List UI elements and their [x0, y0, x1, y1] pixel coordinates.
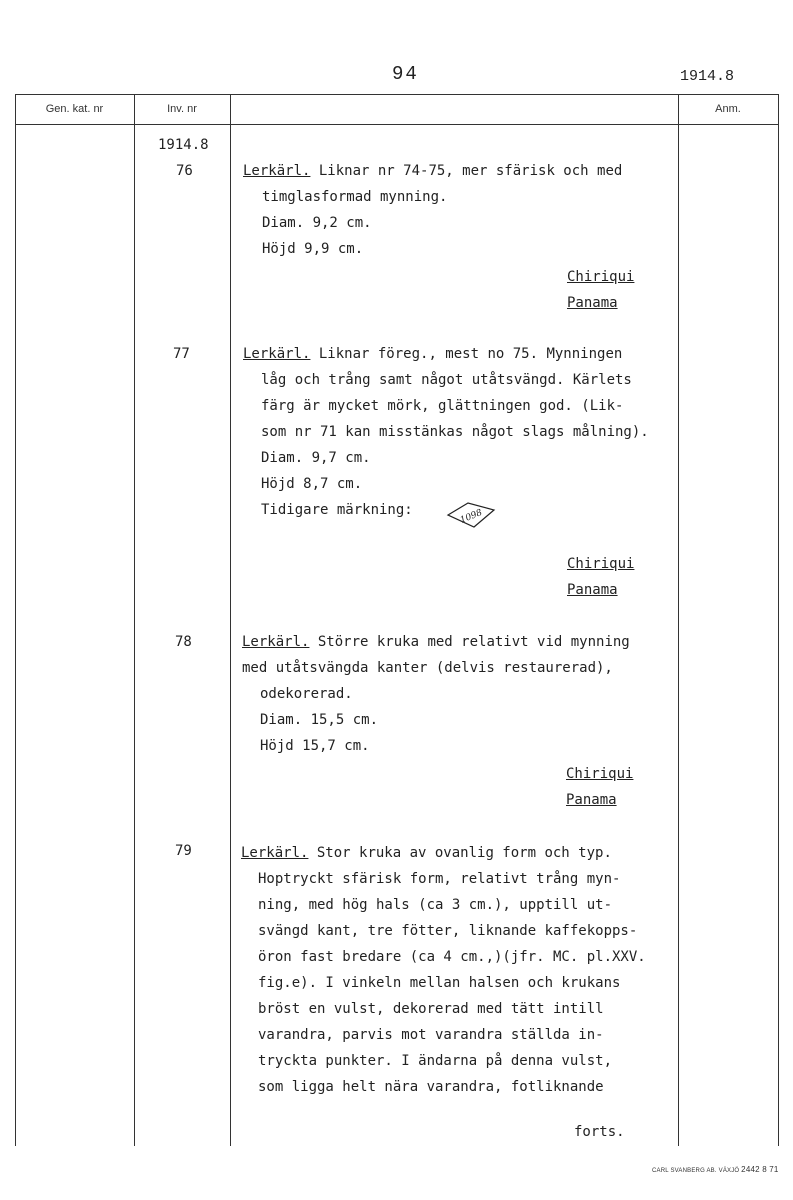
table-top-rule: [15, 94, 779, 95]
column-divider-text-anm: [678, 94, 679, 1146]
entry-line: bröst en vulst, dekorerad med tätt intill: [258, 1001, 604, 1017]
entry-line: svängd kant, tre fötter, liknande kaffekopps-: [258, 923, 638, 939]
column-header-gen-kat-nr: Gen. kat. nr: [45, 103, 104, 115]
entry-line: öron fast bredare (ca 4 cm.,)(jfr. MC. pl.XXV.: [258, 949, 646, 965]
entry-line: fig.e). I vinkeln mellan halsen och krukans: [258, 975, 621, 991]
entry-line: Hoptryckt sfärisk form, relativt trång myn-: [258, 871, 621, 887]
entry-line: Höjd 9,9 cm.: [262, 241, 364, 257]
entry-line: Höjd 8,7 cm.: [261, 476, 363, 492]
table-right-border: [778, 94, 779, 1146]
entry-line: timglasformad mynning.: [262, 189, 448, 205]
entry-line: Tidigare märkning:: [261, 502, 413, 518]
page-number: 94: [392, 63, 419, 85]
printer-mark: [652, 1165, 779, 1174]
entry-line: låg och trång samt något utåtsvängd. Kärlets: [261, 372, 632, 388]
entry-title: Lerkärl.: [241, 845, 309, 861]
entry-line: Diam. 9,2 cm.: [262, 215, 372, 231]
entry-title: Lerkärl.: [243, 346, 311, 362]
inv-number: 77: [173, 346, 190, 362]
printer-code: 2442 8 71: [741, 1165, 779, 1174]
entry-line: Diam. 9,7 cm.: [261, 450, 371, 466]
entry-line: som ligga helt nära varandra, fotliknande: [258, 1079, 604, 1095]
entry-line: med utåtsvängda kanter (delvis restaurerad),: [242, 660, 613, 676]
old-mark-stamp: [446, 500, 498, 530]
entry-first-line-text: Liknar nr 74-75, mer sfärisk och med: [310, 163, 623, 179]
entry-first-line-text: Stor kruka av ovanlig form och typ.: [308, 845, 612, 861]
inv-number: 79: [175, 843, 192, 859]
entry-first-line: [242, 634, 630, 650]
column-divider-gen-inv: [134, 94, 135, 1146]
entry-line: färg är mycket mörk, glättningen god. (Lik-: [261, 398, 624, 414]
provenance-country: Panama: [567, 295, 618, 311]
old-mark-number: 1098: [458, 508, 484, 526]
entry-first-line-text: Liknar föreg., mest no 75. Mynningen: [310, 346, 623, 362]
table-left-border: [15, 94, 16, 1146]
printer-name: CARL SVANBERG AB. VÄXJÖ: [652, 1168, 740, 1174]
provenance-country: Panama: [566, 792, 617, 808]
table-header-rule: [15, 124, 779, 125]
page-date: 1914.8: [680, 68, 735, 85]
column-divider-inv-text: [230, 94, 231, 1146]
entry-first-line: [243, 163, 622, 179]
entry-line: odekorerad.: [260, 686, 353, 702]
entry-line: som nr 71 kan misstänkas något slags målning).: [261, 424, 649, 440]
inv-number: 78: [175, 634, 192, 650]
year-label: 1914.8: [158, 137, 209, 153]
entry-first-line: [241, 845, 612, 861]
entry-first-line: [243, 346, 622, 362]
column-header-inv-nr: Inv. nr: [167, 103, 197, 115]
provenance-place: Chiriqui: [567, 269, 635, 285]
provenance-place: Chiriqui: [566, 766, 634, 782]
continued-note: forts.: [574, 1124, 625, 1140]
inv-number: 76: [176, 163, 193, 179]
entry-first-line-text: Större kruka med relativt vid mynning: [309, 634, 630, 650]
provenance-place: Chiriqui: [567, 556, 635, 572]
entry-line: Höjd 15,7 cm.: [260, 738, 370, 754]
entry-line: varandra, parvis mot varandra ställda in-: [258, 1027, 604, 1043]
entry-line: Diam. 15,5 cm.: [260, 712, 379, 728]
entry-line: ning, med hög hals (ca 3 cm.), upptill ut-: [258, 897, 613, 913]
provenance-country: Panama: [567, 582, 618, 598]
entry-title: Lerkärl.: [242, 634, 310, 650]
entry-line: tryckta punkter. I ändarna på denna vulst,: [258, 1053, 613, 1069]
column-header-anm: Anm.: [715, 103, 741, 115]
entry-title: Lerkärl.: [243, 163, 311, 179]
